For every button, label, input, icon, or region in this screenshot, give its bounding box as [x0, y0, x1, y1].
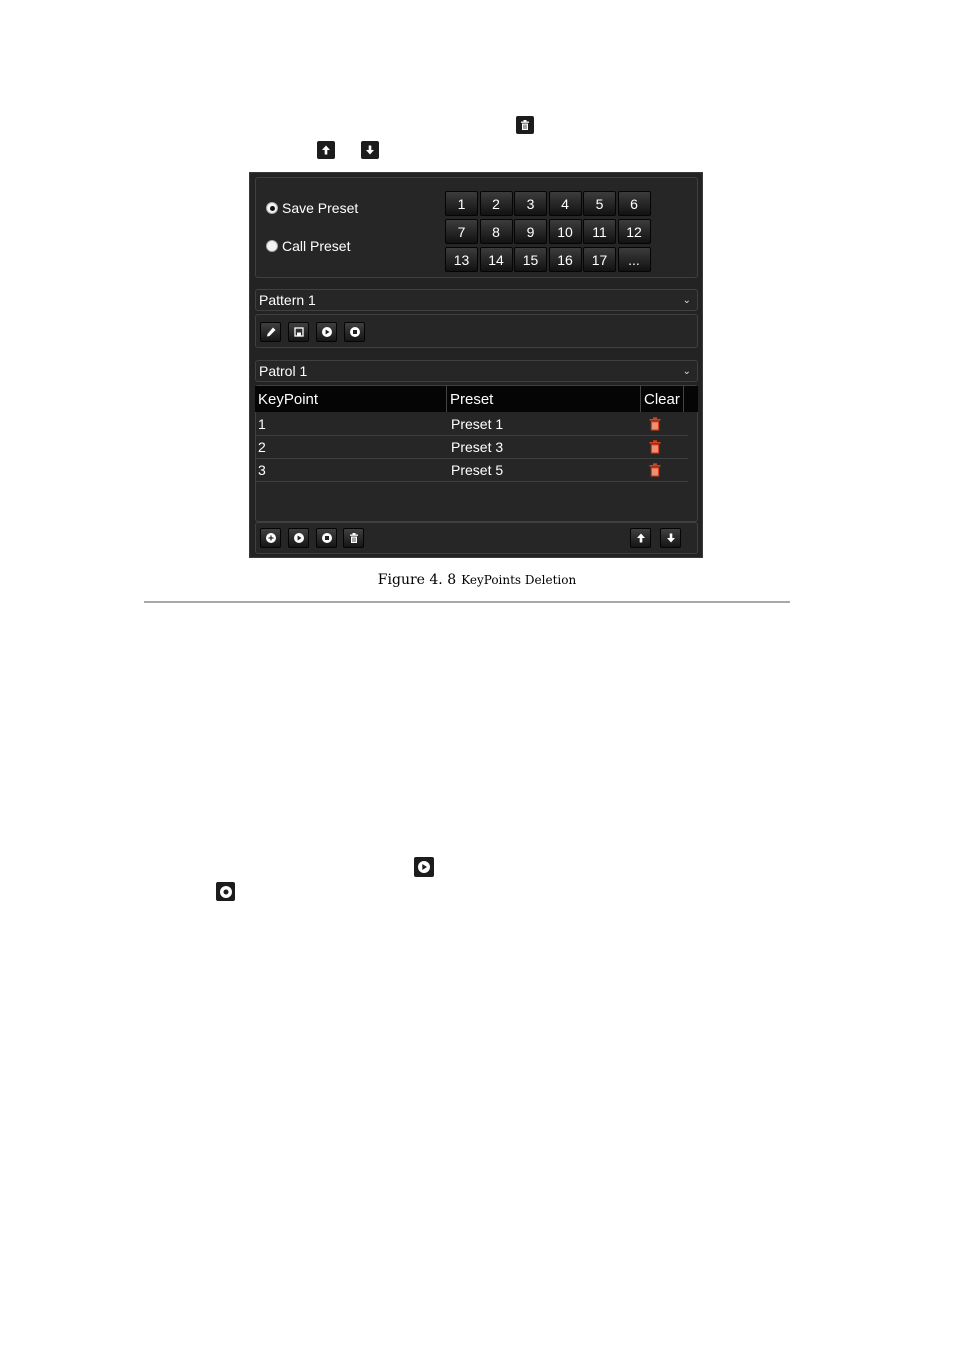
- table-row[interactable]: [255, 413, 688, 436]
- ptz-control-panel: [249, 172, 703, 558]
- patrol-select[interactable]: [255, 360, 698, 382]
- preset-button[interactable]: 4: [549, 191, 582, 216]
- delete-keypoints-button[interactable]: [343, 528, 364, 548]
- figure-caption: [0, 569, 954, 588]
- arrow-down-icon: [665, 532, 677, 544]
- preset-button[interactable]: 15: [514, 247, 547, 272]
- row-preset: Preset 5: [451, 462, 504, 478]
- preset-button[interactable]: 3: [514, 191, 547, 216]
- add-icon: [265, 532, 277, 544]
- chevron-down-icon: ⌄: [682, 294, 691, 306]
- table-row[interactable]: [255, 459, 688, 482]
- preset-button[interactable]: 7: [445, 219, 478, 244]
- trash-icon: [348, 532, 360, 544]
- record-icon: [216, 882, 235, 901]
- edit-pattern-button[interactable]: [260, 322, 281, 342]
- save-preset-label: Save Preset: [282, 200, 359, 216]
- play-icon: [321, 326, 333, 338]
- save-icon: [293, 326, 305, 338]
- preset-button[interactable]: ...: [618, 247, 651, 272]
- preset-button[interactable]: 17: [583, 247, 616, 272]
- chevron-down-icon: ⌄: [682, 365, 691, 377]
- preset-panel: [255, 177, 698, 278]
- move-up-button[interactable]: [630, 528, 651, 548]
- preset-button[interactable]: 1: [445, 191, 478, 216]
- column-keypoint: KeyPoint: [255, 386, 447, 412]
- preset-button[interactable]: 10: [549, 219, 582, 244]
- stop-icon: [349, 326, 361, 338]
- save-preset-radio[interactable]: [266, 202, 278, 214]
- arrow-up-icon: [635, 532, 647, 544]
- call-preset-radio[interactable]: [266, 240, 278, 252]
- preset-button[interactable]: 6: [618, 191, 651, 216]
- pencil-icon: [265, 326, 277, 338]
- call-preset-option[interactable]: [266, 238, 350, 254]
- save-pattern-button[interactable]: [288, 322, 309, 342]
- column-preset: Preset: [447, 386, 641, 412]
- table-row[interactable]: [255, 436, 688, 459]
- preset-button[interactable]: 16: [549, 247, 582, 272]
- figure-number: Figure 4. 8: [377, 572, 457, 588]
- preset-button[interactable]: 2: [480, 191, 513, 216]
- pattern-select[interactable]: [255, 289, 698, 311]
- arrow-down-icon: [361, 141, 379, 159]
- figure-title: KeyPoints Deletion: [461, 573, 577, 587]
- horizontal-rule: [144, 601, 790, 603]
- preset-button[interactable]: 8: [480, 219, 513, 244]
- preset-button[interactable]: 9: [514, 219, 547, 244]
- row-keypoint: 3: [258, 462, 266, 478]
- add-keypoint-button[interactable]: [260, 528, 281, 548]
- save-preset-option[interactable]: [266, 200, 358, 216]
- play-pattern-button[interactable]: [316, 322, 337, 342]
- preset-button[interactable]: 5: [583, 191, 616, 216]
- stop-icon: [321, 532, 333, 544]
- pattern-select-value: Pattern 1: [259, 292, 316, 308]
- play-icon: [293, 532, 305, 544]
- trash-icon: [516, 116, 534, 134]
- row-keypoint: 2: [258, 439, 266, 455]
- patrol-toolbar: [255, 522, 698, 554]
- column-clear: Clear: [641, 386, 684, 412]
- stop-pattern-button[interactable]: [344, 322, 365, 342]
- play-icon: [414, 857, 434, 877]
- pattern-toolbar: [255, 314, 698, 348]
- preset-button-grid: [445, 191, 651, 272]
- stop-patrol-button[interactable]: [316, 528, 337, 548]
- trash-icon[interactable]: [647, 439, 663, 455]
- patrol-table-header: [255, 386, 698, 412]
- trash-icon[interactable]: [647, 416, 663, 432]
- preset-button[interactable]: 12: [618, 219, 651, 244]
- row-preset: Preset 1: [451, 416, 504, 432]
- call-preset-label: Call Preset: [282, 238, 351, 254]
- row-keypoint: 1: [258, 416, 266, 432]
- preset-button[interactable]: 13: [445, 247, 478, 272]
- move-down-button[interactable]: [660, 528, 681, 548]
- patrol-select-value: Patrol 1: [259, 363, 308, 379]
- row-preset: Preset 3: [451, 439, 504, 455]
- preset-button[interactable]: 14: [480, 247, 513, 272]
- trash-icon[interactable]: [647, 462, 663, 478]
- arrow-up-icon: [317, 141, 335, 159]
- preset-button[interactable]: 11: [583, 219, 616, 244]
- play-patrol-button[interactable]: [288, 528, 309, 548]
